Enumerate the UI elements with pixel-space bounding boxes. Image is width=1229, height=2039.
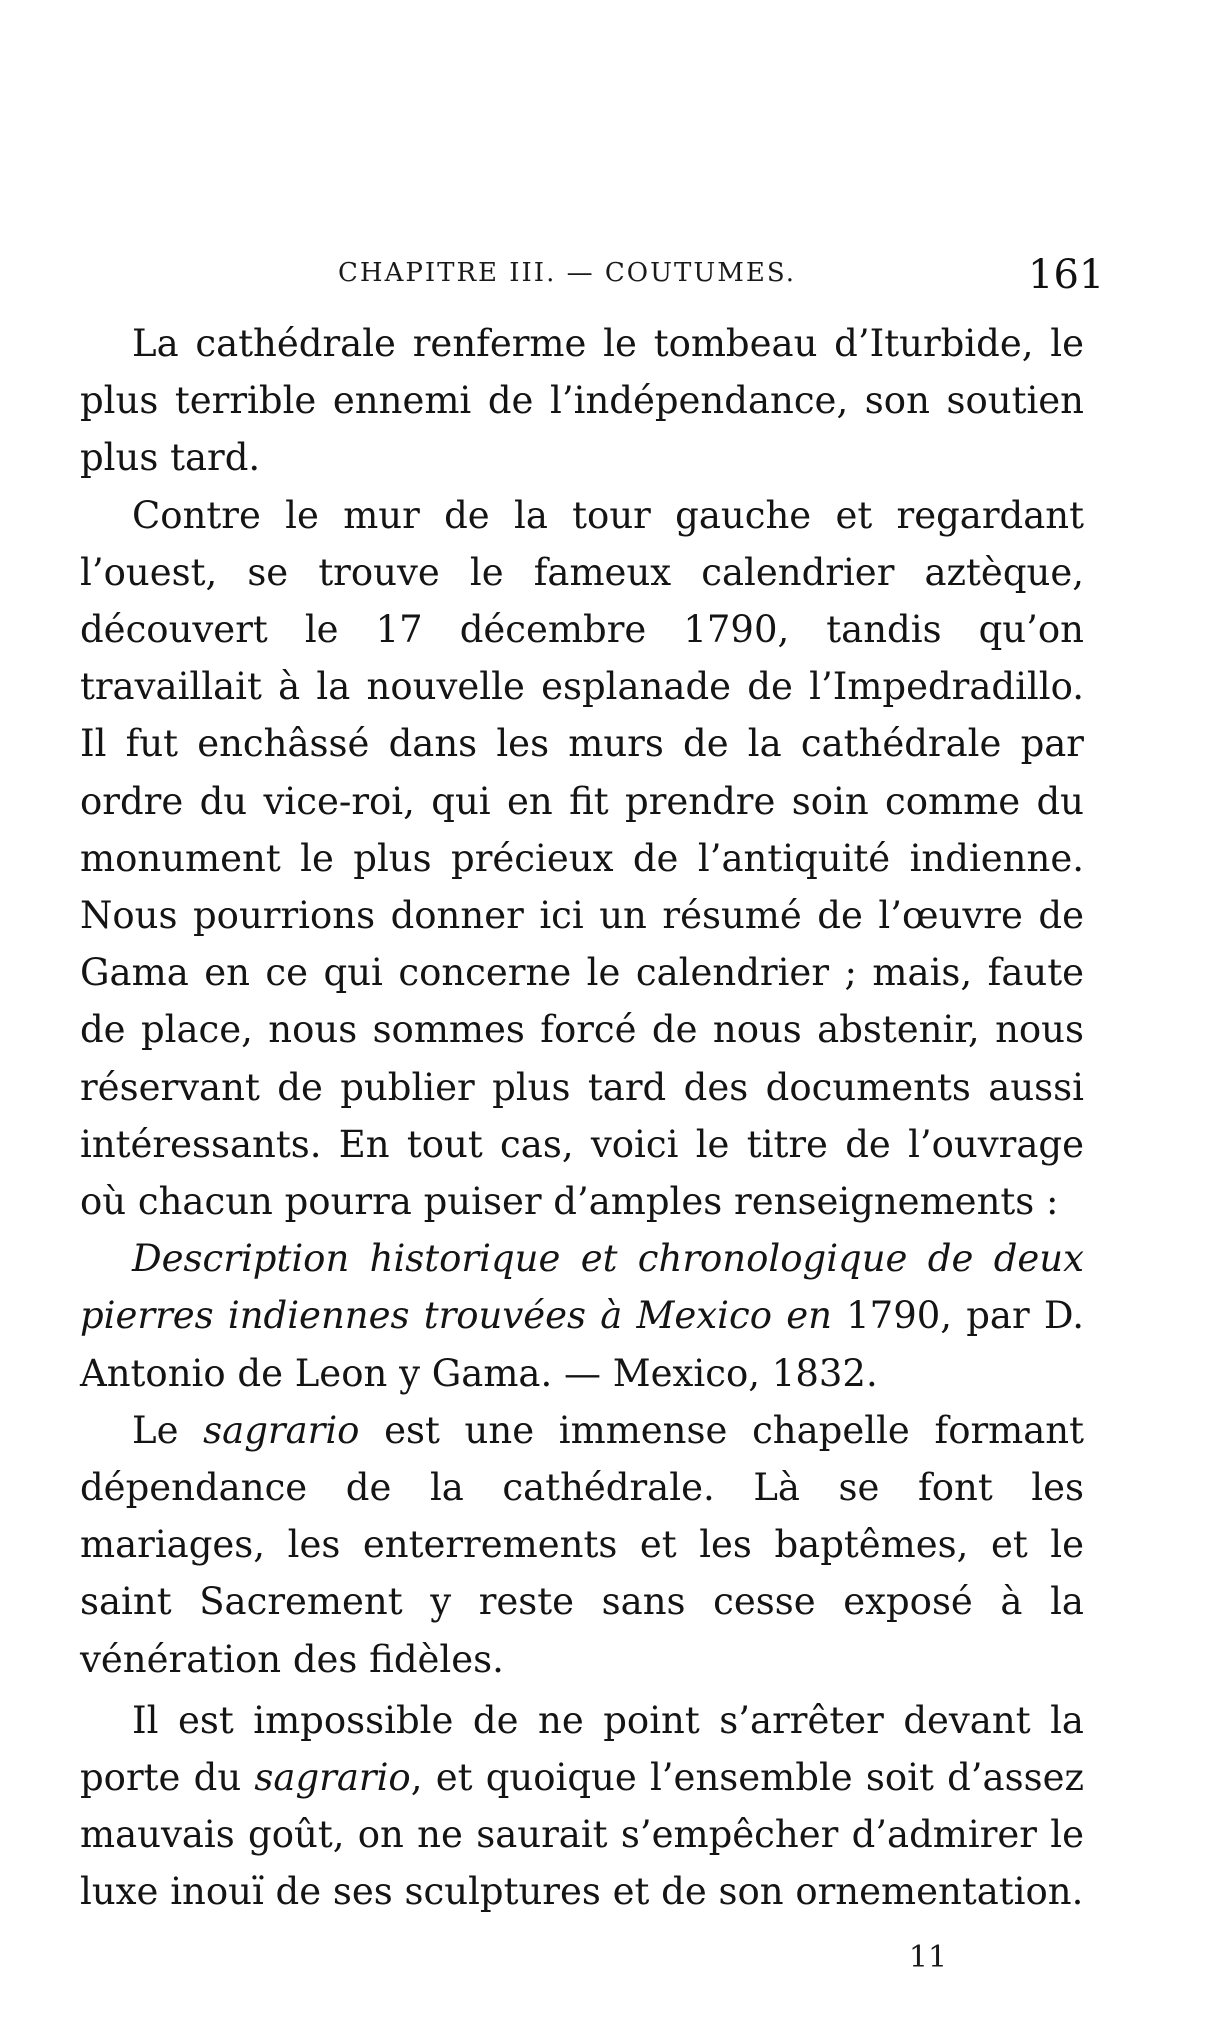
body-text bbox=[80, 315, 1084, 1921]
porte-description: , et quoique l’ensemble soit d’assez mauvais goût, on ne saurait s’empêcher d’admirer le luxe inouï de ses sculptures et de son ornementation. bbox=[80, 1756, 1084, 1914]
paragraph-porte bbox=[80, 1692, 1084, 1921]
book-imprint: 1790, par D. Antonio de Leon y Gama. — Mexico, 1832. bbox=[80, 1294, 1084, 1395]
porte-lead: Il est impossible de ne point s’arrêter devant la porte du bbox=[80, 1698, 1084, 1800]
sagrario-description: est une immense chapelle formant dépendance de la cathédrale. Là se font les mariages, les enterrements et les baptêmes, et le saint Sacrement y reste sans cesse exposé à la vénération des fidèles. bbox=[80, 1408, 1085, 1681]
running-head: CHAPITRE III. — COUTUMES. bbox=[338, 258, 797, 288]
paragraph-iturbide: La cathédrale renferme le tombeau d’Iturbide, le plus terrible ennemi de l’indépendance, son soutien plus tard. bbox=[80, 322, 1084, 480]
paragraph-sagrario bbox=[80, 1402, 1084, 1688]
porte-term: sagrario bbox=[254, 1756, 411, 1800]
sagrario-lead: Le bbox=[132, 1408, 204, 1452]
signature-mark: 11 bbox=[908, 1940, 948, 1975]
page-number: 161 bbox=[1028, 252, 1105, 298]
book-title: Description historique et chronologique de deux pierres indiennes trouvées à Mexico en bbox=[80, 1237, 1084, 1338]
sagrario-term: sagrario bbox=[203, 1408, 360, 1452]
paragraph-calendrier: Contre le mur de la tour gauche et regardant l’ouest, se trouve le fameux calendrier aztèque, découvert le 17 décembre 1790, tandis qu’on travaillait à la nouvelle esplanade de l’Impedradillo. Il fut enchâssé dans les murs de la cathédrale par ordre du vice-roi, qui en fit prendre soin comme du monument le plus précieux de l’antiquité indienne. Nous pourrions donner ici un résumé de l’œuvre de Gama en ce qui concerne le calendrier ; mais, faute de place, nous sommes forcé de nous abstenir, nous réservant de publier plus tard des documents aussi intéressants. En tout cas, voici le titre de l’ouvrage où chacun pourra puiser d’amples renseignements : bbox=[80, 493, 1084, 1224]
paragraph-gama-title bbox=[80, 1230, 1084, 1402]
